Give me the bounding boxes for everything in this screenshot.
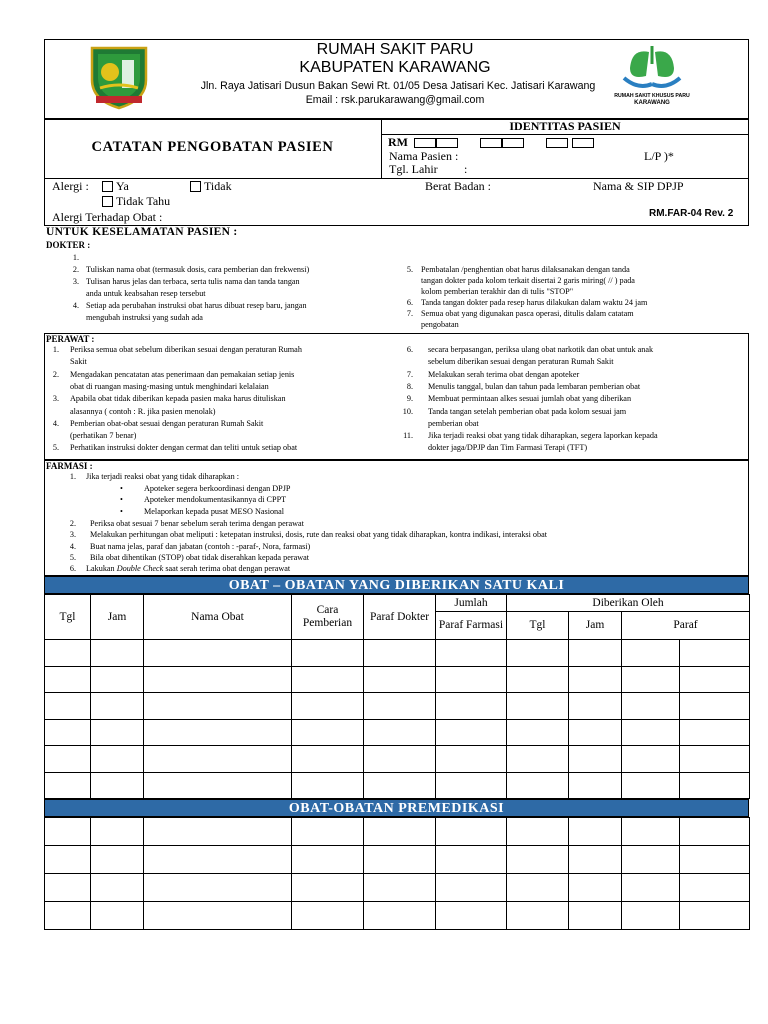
col-cara-pemberian: Cara Pemberian (292, 595, 364, 640)
table-cell[interactable] (91, 719, 144, 746)
table-cell[interactable] (569, 746, 622, 773)
table-cell[interactable] (622, 874, 680, 902)
bullet-icon: • (120, 484, 123, 493)
table-cell[interactable] (144, 902, 292, 930)
instruction-number: 5. (52, 443, 59, 453)
table-cell[interactable] (622, 666, 680, 693)
table-cell[interactable] (507, 693, 569, 720)
rm-box-4[interactable] (502, 138, 524, 148)
instruction-number: 2. (72, 265, 79, 274)
table-cell[interactable] (436, 666, 507, 693)
regency-name: KABUPATEN KARAWANG (299, 59, 491, 76)
instruction-number: 3. (72, 277, 79, 286)
table-row (45, 846, 750, 874)
instruction-number: 6. (406, 298, 413, 307)
instruction-text: alasannya ( contoh : R. jika pasien menolak) (70, 406, 216, 416)
table-cell[interactable] (680, 693, 750, 720)
section1-title: OBAT – OBATAN YANG DIBERIKAN SATU KALI (44, 576, 749, 594)
allergy-yes-label: Ya (116, 179, 129, 193)
instruction-text: Melakukan serah terima obat dengan apoteker (428, 369, 580, 379)
table-cell[interactable] (292, 640, 364, 667)
instruction-text: Semua obat yang digunakan pasca operasi, ditulis dalam catatam (421, 309, 634, 318)
table-cell[interactable] (680, 640, 750, 667)
table-cell[interactable] (364, 693, 436, 720)
table-row (45, 902, 750, 930)
instruction-text: Pembatalan /penghentian obat harus dilaksanakan dengan tanda (421, 265, 630, 274)
table-row (45, 640, 750, 667)
table-cell[interactable] (569, 846, 622, 874)
table-cell[interactable] (144, 640, 292, 667)
table-cell[interactable] (292, 719, 364, 746)
premedication-table (44, 817, 750, 930)
table-cell[interactable] (364, 666, 436, 693)
table-cell[interactable] (45, 640, 91, 667)
instruction-text: sebelum diberikan sesuai dengan peraturan Rumah Sakit (428, 357, 614, 367)
col-tgl: Tgl (45, 595, 91, 640)
table-cell[interactable] (507, 902, 569, 930)
table-cell[interactable] (364, 902, 436, 930)
table-cell[interactable] (507, 772, 569, 799)
farmasi-bullet-text: Apoteker segera berkoordinasi dengan DPJP (144, 484, 291, 493)
table-cell[interactable] (507, 719, 569, 746)
table-cell[interactable] (622, 640, 680, 667)
instruction-text: Bila obat dihentikan (STOP) obat tidak diserahkan kepada perawat (90, 552, 310, 562)
rs-paru-logo-text-2: KARAWANG (634, 100, 670, 106)
instruction-text: Mengadakan pencatatan atas penerimaan dan pemakaian setiap jenis (70, 369, 295, 379)
table-cell[interactable] (45, 818, 91, 846)
instruction-text: Perhatikan instruksi dokter dengan cermat dan teliti untuk setiap obat (70, 443, 298, 453)
table-cell[interactable] (45, 902, 91, 930)
instruction-text: tangan dokter pada kolom terkait disertai 2 garis miring( // ) pada (421, 276, 635, 285)
table-cell[interactable] (436, 772, 507, 799)
instruction-text: Buat nama jelas, paraf dan jabatan (contoh : -paraf-, Nora, farmasi) (90, 541, 311, 551)
table-cell[interactable] (436, 902, 507, 930)
farmasi-item-6-em: Double Check (116, 564, 164, 573)
rm-box-1[interactable] (414, 138, 436, 148)
instruction-number: 8. (406, 381, 413, 391)
single-dose-table (44, 594, 750, 799)
instruction-text: Periksa obat sesuai 7 benar sebelum serah terima dengan perawat (90, 519, 304, 528)
table-cell[interactable] (91, 640, 144, 667)
instruction-text: anda untuk keabsahan resep tersebut (86, 289, 206, 298)
hospital-email: Email : rsk.parukarawang@gmail.com (305, 94, 485, 106)
table-row (45, 746, 750, 773)
table-cell[interactable] (45, 874, 91, 902)
table-cell[interactable] (364, 846, 436, 874)
table-row (45, 818, 750, 846)
farmasi-bullet-text: Melaporkan kepada pusat MESO Nasional (144, 506, 285, 516)
instruction-number: 2. (52, 369, 59, 379)
table-cell[interactable] (436, 846, 507, 874)
table-cell[interactable] (569, 902, 622, 930)
table-cell[interactable] (507, 666, 569, 693)
identity-header: IDENTITAS PASIEN (509, 119, 621, 133)
table-cell[interactable] (144, 666, 292, 693)
birth-date-label: Tgl. Lahir (389, 162, 438, 176)
instruction-text: Sakit (70, 357, 87, 367)
instruction-text: Tanda tangan setelah pemberian obat pada kolom sesuai jam (428, 406, 627, 416)
form-code: RM.FAR-04 Rev. 2 (649, 208, 734, 219)
allergy-drug-label: Alergi Terhadap Obat : (52, 210, 163, 224)
table-cell[interactable] (364, 640, 436, 667)
table-cell[interactable] (292, 772, 364, 799)
instruction-number: 4. (72, 301, 79, 310)
col-paraf-farmasi: Paraf Farmasi (436, 612, 507, 640)
rs-paru-logo-text: RUMAH SAKIT KHUSUS PARU (614, 93, 690, 99)
table-cell[interactable] (436, 693, 507, 720)
table-cell[interactable] (292, 902, 364, 930)
instruction-text: pemberian obat (428, 418, 479, 428)
table-cell[interactable] (91, 693, 144, 720)
form-title: CATATAN PENGOBATAN PASIEN (91, 139, 334, 155)
instruction-text: secara berpasangan, periksa ulang obat narkotik dan obat untuk anak (428, 345, 654, 354)
instruction-number: 9. (406, 394, 413, 404)
allergy-unknown-checkbox[interactable] (102, 196, 113, 207)
table-cell[interactable] (680, 818, 750, 846)
allergy-no-checkbox[interactable] (190, 181, 201, 192)
table-cell[interactable] (569, 818, 622, 846)
birth-date-colon: : (464, 162, 468, 176)
instruction-text: dokter jaga/DPJP dan Tim Farmasi Terapi (TFT) (428, 443, 588, 453)
table-cell[interactable] (91, 874, 144, 902)
instruction-number: 5. (406, 265, 413, 274)
table-cell[interactable] (569, 874, 622, 902)
table-cell[interactable] (436, 640, 507, 667)
instruction-text: Apabila obat tidak diberikan kepada pasien maka harus dituliskan (70, 394, 286, 404)
instruction-number: 4. (69, 541, 76, 551)
instruction-text: Tanda tangan dokter pada resep harus dilakukan dalam waktu 24 jam (421, 298, 648, 307)
table-cell[interactable] (45, 719, 91, 746)
table-cell[interactable] (680, 772, 750, 799)
table-cell[interactable] (622, 772, 680, 799)
table-cell[interactable] (507, 846, 569, 874)
table-cell[interactable] (364, 772, 436, 799)
dokter-label: DOKTER : (46, 240, 91, 250)
table-cell[interactable] (680, 719, 750, 746)
bullet-icon: • (120, 495, 123, 505)
instruction-number: 4. (52, 418, 59, 428)
table-cell[interactable] (364, 719, 436, 746)
instruction-number: 3. (69, 530, 76, 540)
allergy-label: Alergi : (52, 179, 89, 193)
table-cell[interactable] (680, 666, 750, 693)
instruction-number: 7. (406, 369, 413, 379)
table-cell[interactable] (364, 818, 436, 846)
rm-label: RM (388, 135, 408, 149)
table-cell[interactable] (622, 902, 680, 930)
table-cell[interactable] (144, 818, 292, 846)
table-cell[interactable] (292, 818, 364, 846)
table-cell[interactable] (622, 719, 680, 746)
instruction-number: 2. (69, 519, 76, 528)
gender-label: L/P )* (644, 149, 674, 163)
safety-title: UNTUK KESELAMATAN PASIEN : (46, 226, 238, 238)
instruction-text: Melakukan perhitungan obat meliputi : ketepatan instruksi, dosis, rute dan reaksi obat yang tidak diharapkan, kontra indikasi, interaksi obat (90, 530, 548, 540)
table-cell[interactable] (680, 746, 750, 773)
instruction-text: Menulis tanggal, bulan dan tahun pada lembaran pemberian obat (428, 381, 641, 391)
farmasi-label: FARMASI : (46, 461, 93, 471)
table-cell[interactable] (144, 874, 292, 902)
kabupaten-karawang-logo (86, 44, 152, 110)
instruction-text: pengobatan (421, 320, 459, 329)
table-cell[interactable] (144, 772, 292, 799)
body-weight-label: Berat Badan : (425, 179, 491, 193)
table-cell[interactable] (144, 746, 292, 773)
table-cell[interactable] (507, 874, 569, 902)
col-paraf: Paraf (622, 612, 750, 640)
rs-paru-logo (618, 42, 686, 92)
table-row (45, 719, 750, 746)
patient-name-label: Nama Pasien : (389, 149, 459, 163)
table-cell[interactable] (622, 846, 680, 874)
table-cell[interactable] (45, 772, 91, 799)
table-row (45, 772, 750, 799)
instruction-text: (perhatikan 7 benar) (70, 431, 137, 441)
table-cell[interactable] (680, 874, 750, 902)
farmasi-item-1-text: Jika terjadi reaksi obat yang tidak diharapkan : (86, 472, 240, 481)
instruction-number: 3. (52, 394, 59, 404)
table-cell[interactable] (292, 846, 364, 874)
instruction-text: Periksa semua obat sebelum diberikan sesuai dengan peraturan Rumah (70, 345, 302, 354)
farmasi-bullet-text: Apoteker mendokumentasikannya di CPPT (144, 495, 287, 505)
instruction-text: Jika terjadi reaksi obat yang tidak diharapkan, segera laporkan kepada (428, 431, 658, 441)
farmasi-item-6-post: saat serah terima obat dengan perawat (163, 564, 291, 573)
table-cell[interactable] (364, 874, 436, 902)
col-nama-obat: Nama Obat (144, 595, 292, 640)
table-cell[interactable] (45, 693, 91, 720)
table-cell[interactable] (144, 846, 292, 874)
instruction-text: obat di ruangan masing-masing untuk menghindari kelalaian (70, 381, 269, 391)
table-cell[interactable] (569, 693, 622, 720)
instruction-text: Setiap ada perubahan instruksi obat harus dibuat resep baru, jangan (86, 301, 307, 310)
table-cell[interactable] (45, 746, 91, 773)
instruction-number: 11. (403, 431, 413, 441)
section2-title: OBAT-OBATAN PREMEDIKASI (44, 799, 749, 817)
table-cell[interactable] (507, 818, 569, 846)
table-cell[interactable] (622, 746, 680, 773)
rm-box-3[interactable] (480, 138, 502, 148)
allergy-yes-checkbox[interactable] (102, 181, 113, 192)
hospital-address: Jln. Raya Jatisari Dusun Bakan Sewi Rt. 01/05 Desa Jatisari Kec. Jatisari Karawang (200, 80, 596, 92)
col-jam: Jam (91, 595, 144, 640)
table-cell[interactable] (144, 693, 292, 720)
table-cell[interactable] (91, 846, 144, 874)
table-cell[interactable] (436, 746, 507, 773)
table-row (45, 874, 750, 902)
instruction-text: Membuat permintaan alkes sesuai jumlah obat yang diberikan (428, 394, 632, 404)
table-cell[interactable] (45, 666, 91, 693)
table-cell[interactable] (91, 666, 144, 693)
instruction-text: Tuliskan nama obat (termasuk dosis, cara pemberian dan frekwensi) (86, 265, 310, 274)
allergy-no-label: Tidak (204, 179, 232, 193)
table-cell[interactable] (144, 719, 292, 746)
table-cell[interactable] (436, 719, 507, 746)
instruction-number: 1. (52, 345, 59, 354)
table-row (45, 693, 750, 720)
instruction-number: 6. (406, 345, 413, 354)
col-diberikan-oleh: Diberikan Oleh (507, 595, 750, 612)
hospital-name: RUMAH SAKIT PARU (316, 41, 474, 58)
rm-box-6[interactable] (572, 138, 594, 148)
instruction-number: 1. (72, 253, 79, 262)
instruction-text: Pemberian obat-obat sesuai dengan peraturan Rumah Sakit (70, 418, 264, 428)
instruction-number: 10. (402, 406, 413, 416)
table-cell[interactable] (364, 746, 436, 773)
table-row (45, 666, 750, 693)
table-cell[interactable] (507, 640, 569, 667)
table-cell[interactable] (569, 719, 622, 746)
table-cell[interactable] (436, 818, 507, 846)
rm-box-2[interactable] (436, 138, 458, 148)
dpjp-label: Nama & SIP DPJP (593, 179, 684, 193)
col-jam-2: Jam (569, 612, 622, 640)
bullet-icon: • (120, 506, 123, 516)
farmasi-item-6-pre: Lakukan (86, 564, 117, 573)
table-cell[interactable] (569, 666, 622, 693)
table-cell[interactable] (91, 746, 144, 773)
table-cell[interactable] (569, 640, 622, 667)
table-cell[interactable] (680, 846, 750, 874)
table-cell[interactable] (45, 846, 91, 874)
instruction-number: 7. (406, 309, 413, 318)
table-cell[interactable] (91, 772, 144, 799)
allergy-unknown-label: Tidak Tahu (116, 194, 171, 208)
instruction-number: 5. (69, 552, 76, 562)
table-cell[interactable] (292, 666, 364, 693)
table-cell[interactable] (680, 902, 750, 930)
col-jumlah: Jumlah (436, 595, 507, 612)
table-cell[interactable] (91, 902, 144, 930)
table-cell[interactable] (292, 874, 364, 902)
table-cell[interactable] (292, 746, 364, 773)
instruction-text: Tulisan harus jelas dan terbaca, serta tulis nama dan tanda tangan (86, 277, 300, 286)
table-cell[interactable] (622, 693, 680, 720)
col-tgl-2: Tgl (507, 612, 569, 640)
rm-box-5[interactable] (546, 138, 568, 148)
table-cell[interactable] (569, 772, 622, 799)
table-cell[interactable] (91, 818, 144, 846)
table-cell[interactable] (292, 693, 364, 720)
instruction-text: mengubah instruksi yang sudah ada (86, 313, 203, 322)
table-cell[interactable] (622, 818, 680, 846)
col-paraf-dokter: Paraf Dokter (364, 595, 436, 640)
table-cell[interactable] (507, 746, 569, 773)
instruction-text: kolom pemberian terakhir dan di tulis "STOP" (421, 287, 574, 296)
table-cell[interactable] (436, 874, 507, 902)
perawat-label: PERAWAT : (46, 334, 95, 344)
